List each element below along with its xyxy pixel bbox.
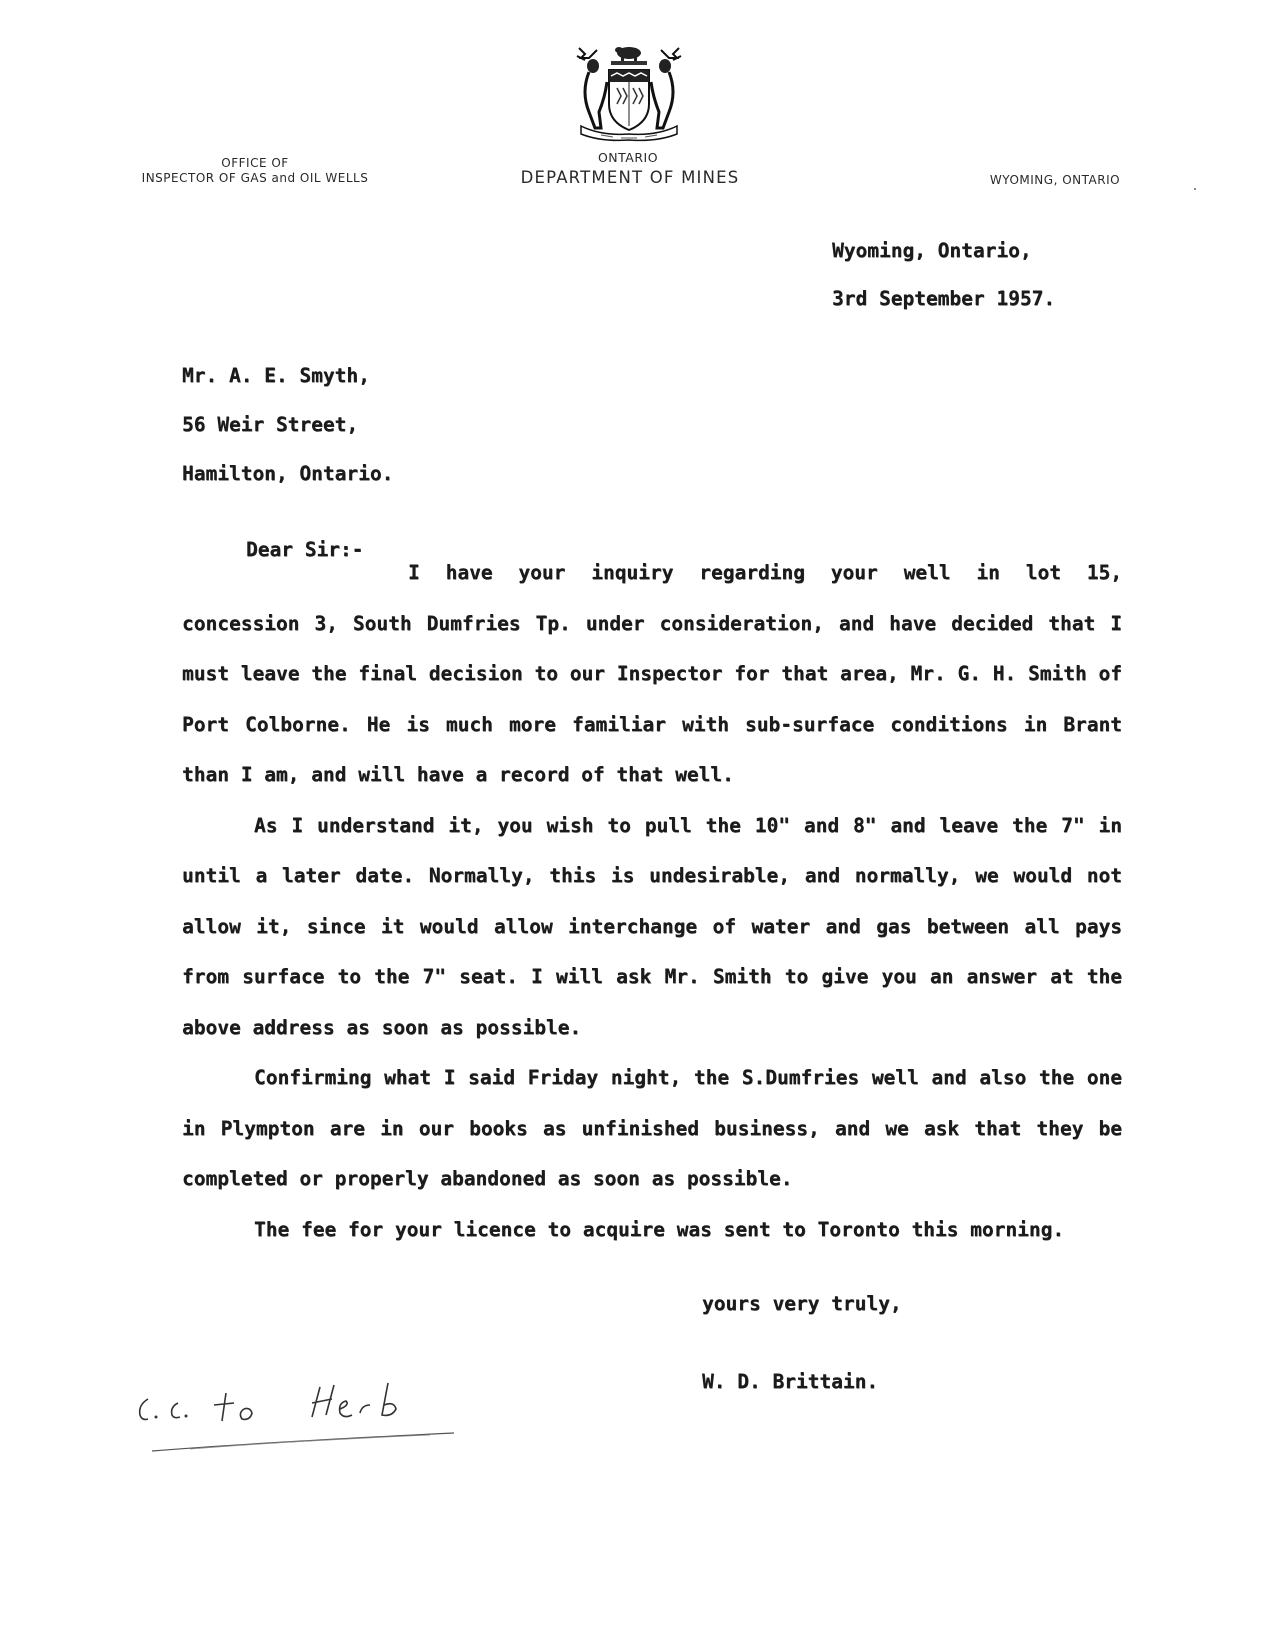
dateline-date: 3rd September 1957. <box>832 287 1056 310</box>
recipient-name: Mr. A. E. Smyth, <box>182 364 370 387</box>
office-heading <box>130 156 380 186</box>
department-title: DEPARTMENT OF MINES <box>520 168 740 187</box>
letter-body <box>182 548 1122 1255</box>
recipient-city: Hamilton, Ontario. <box>182 462 394 485</box>
office-line-2: INSPECTOR OF GAS and OIL WELLS <box>141 171 369 185</box>
location-heading: WYOMING, ONTARIO <box>989 173 1121 187</box>
body-paragraph-1: I have your inquiry regarding your well in lot 15, concession 3, South Dumfries Tp. under consideration, and have decided that I must leave the final decision to our Inspector for that area, Mr. G. H. Smith of Port Colborne. He is much more familiar with sub-surface conditions in Brant than I am, and will have a record of that well. <box>182 561 1122 786</box>
body-paragraph-2: As I understand it, you wish to pull the 10" and 8" and leave the 7" in until a later date. Normally, this is undesirable, and normally, we would not allow it, since it would allow interchange of water and gas between all pays from surface to the 7" seat. I will ask Mr. Smith to give you an answer at the above address as soon as possible. <box>182 813 1122 1039</box>
dateline-place: Wyoming, Ontario, <box>832 239 1032 262</box>
body-paragraph-4: The fee for your licence to acquire was sent to Toronto this morning. <box>254 1217 1065 1241</box>
signatory: W. D. Brittain. <box>702 1370 879 1393</box>
closing: yours very truly, <box>702 1292 902 1315</box>
coat-of-arms-icon <box>571 42 687 142</box>
body-paragraph-3: Confirming what I said Friday night, the S.Dumfries well and also the one in Plympton are in our books as unfinished business, and we ask that they be completed or properly abandoned as soon as possible. <box>182 1066 1122 1190</box>
handwritten-cc-note <box>130 1365 470 1455</box>
province-label: ONTARIO <box>597 150 659 165</box>
recipient-street: 56 Weir Street, <box>182 413 359 436</box>
office-line-1: OFFICE OF <box>221 156 289 170</box>
salutation: Dear Sir:- <box>246 538 364 561</box>
margin-speck <box>1194 188 1196 190</box>
